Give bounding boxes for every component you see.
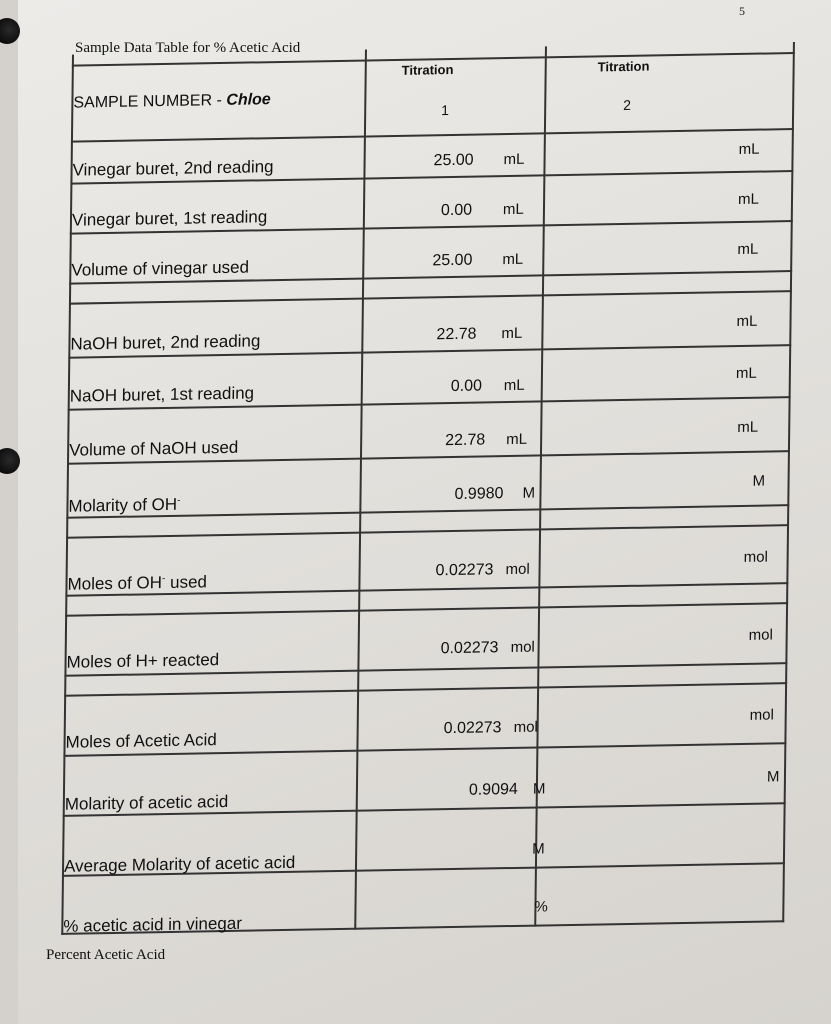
row-value: 22.78 (445, 431, 486, 450)
row-label: Moles of OH- used (67, 572, 208, 594)
row-unit-2: mol (749, 706, 775, 724)
table-rule (354, 49, 366, 929)
row-unit: M (532, 840, 545, 858)
page-number: 5 (739, 4, 745, 18)
row-unit: mol (505, 560, 530, 579)
row-value: 25.00 (432, 251, 473, 270)
row-value: 0.02273 (435, 561, 494, 580)
row-value: 0.9094 (468, 780, 518, 799)
row-value: 22.78 (436, 325, 477, 344)
row-unit: mol (513, 718, 538, 736)
row-unit: mL (503, 150, 525, 169)
row-unit-2: M (766, 768, 780, 786)
column-number-1: 1 (441, 102, 450, 119)
row-unit: mL (502, 250, 524, 269)
data-table (39, 42, 795, 935)
row-label: Volume of vinegar used (71, 257, 250, 280)
row-label: Vinegar buret, 2nd reading (72, 157, 274, 180)
row-unit: % (534, 898, 548, 916)
row-label: Moles of H+ reacted (66, 650, 220, 672)
sample-name: Chloe (226, 91, 271, 109)
row-unit: mL (502, 200, 524, 219)
row-unit: mL (501, 324, 523, 343)
row-label: Vinegar buret, 1st reading (71, 207, 268, 230)
row-unit: M (522, 484, 536, 502)
row-value: 0.00 (440, 201, 473, 220)
row-label: Average Molarity of acetic acid (63, 852, 296, 876)
table-rule (71, 128, 794, 142)
row-value: 25.00 (433, 151, 474, 170)
row-unit-2: mL (737, 240, 759, 259)
column-number-2: 2 (623, 96, 632, 113)
row-unit: mol (510, 638, 535, 657)
row-unit-2: mL (736, 312, 758, 331)
row-value: 0.00 (450, 377, 483, 396)
row-unit: M (532, 780, 546, 798)
binder-hole (0, 18, 20, 44)
row-unit-2: mol (748, 626, 773, 644)
row-value: 0.02273 (443, 719, 502, 738)
row-unit: mL (503, 376, 525, 395)
row-label: Molarity of acetic acid (64, 791, 229, 814)
row-label: NaOH buret, 1st reading (69, 383, 255, 406)
footer-text: Percent Acetic Acid (46, 947, 166, 963)
row-label: Volume of NaOH used (69, 437, 239, 460)
document-title: Sample Data Table for % Acetic Acid (75, 40, 301, 56)
row-label: % acetic acid in vinegar (63, 913, 243, 936)
row-unit-2: mol (743, 548, 768, 566)
row-unit-2: M (752, 472, 766, 490)
row-unit-2: mL (737, 190, 759, 209)
row-label: NaOH buret, 2nd reading (70, 331, 261, 354)
sample-number-label: SAMPLE NUMBER - Chloe (73, 91, 271, 112)
row-unit: mL (506, 430, 528, 449)
row-value: 0.02273 (440, 639, 499, 658)
row-unit-2: mL (735, 364, 757, 383)
row-label: Molarity of OH- (68, 494, 181, 516)
column-header-2: Titration (597, 58, 650, 75)
table-rule (65, 602, 788, 616)
column-header-1: Titration (401, 61, 454, 78)
table-rule (69, 290, 792, 304)
row-label: Moles of Acetic Acid (65, 730, 217, 752)
row-value: 0.9980 (454, 485, 504, 503)
table-rule (66, 524, 789, 538)
row-unit-2: mL (737, 418, 759, 437)
table-rule (64, 682, 787, 696)
row-unit-2: mL (738, 140, 760, 158)
binder-hole (0, 448, 20, 474)
